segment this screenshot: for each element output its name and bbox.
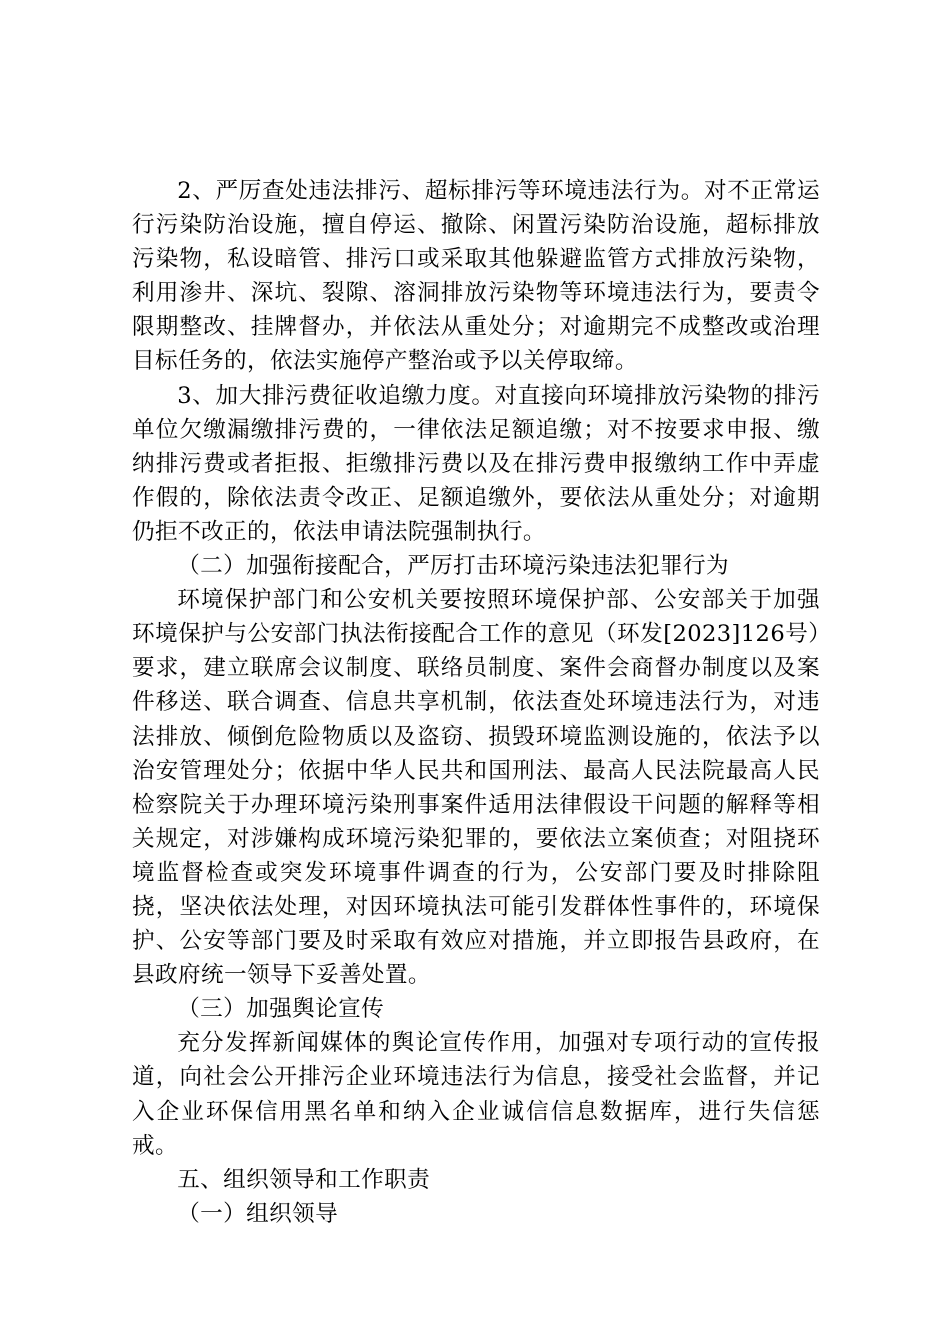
paragraph-item-2: 2、严厉查处违法排污、超标排污等环境违法行为。对不正常运行污染防治设施，擅自停运、撤除、闲置污染防治设施，超标排放污染物，私设暗管、排污口或采取其他躲避监管方式排放污染物，利用渗井、深坑、裂隙、溶洞排放污染物等环境违法行为，要责令限期整改、挂牌督办，并依法从重处分；对逾期完不成整改或治理目标任务的，依法实施停产整治或予以关停取缔。	[132, 178, 820, 375]
paragraph-publicity: 充分发挥新闻媒体的舆论宣传作用，加强对专项行动的宣传报道，向社会公开排污企业环境违法行为信息，接受社会监督，并记入企业环保信用黑名单和纳入企业诚信信息数据库，进行失信惩戒。	[132, 1030, 820, 1159]
section-heading-2: （二）加强衔接配合，严厉打击环境污染违法犯罪行为	[177, 553, 730, 580]
paragraph-item-3: 3、加大排污费征收追缴力度。对直接向环境排放污染物的排污单位欠缴漏缴排污费的，一律依法足额追缴；对不按要求申报、缴纳排污费或者拒报、拒缴排污费以及在排污费申报缴纳工作中弄虚作假的，除依法责令改正、足额追缴外，要依法从重处分；对逾期仍拒不改正的，依法申请法院强制执行。	[132, 382, 820, 545]
section-heading-3: （三）加强舆论宣传	[177, 996, 385, 1023]
chapter-heading-5: 五、组织领导和工作职责	[177, 1166, 431, 1193]
section-heading-5-1: （一）组织领导	[177, 1200, 339, 1227]
paragraph-enforcement-coordination: 环境保护部门和公安机关要按照环境保护部、公安部关于加强环境保护与公安部门执法衔接配合工作的意见（环发[2023]126号）要求，建立联席会议制度、联络员制度、案件会商督办制度以及案件移送、联合调查、信息共享机制，依法查处环境违法行为，对违法排放、倾倒危险物质以及盗窃、损毁环境监测设施的，依法予以治安管理处分；依据中华人民共和国刑法、最高人民法院最高人民检察院关于办理环境污染刑事案件适用法律假设干问题的解释等相关规定，对涉嫌构成环境污染犯罪的，要依法立案侦查；对阻挠环境监督检查或突发环境事件调查的行为，公安部门要及时排除阻挠，坚决依法处理，对因环境执法可能引发群体性事件的，环境保护、公安等部门要及时采取有效应对措施，并立即报告县政府，在县政府统一领导下妥善处置。	[132, 587, 820, 989]
document-body	[132, 174, 820, 1231]
